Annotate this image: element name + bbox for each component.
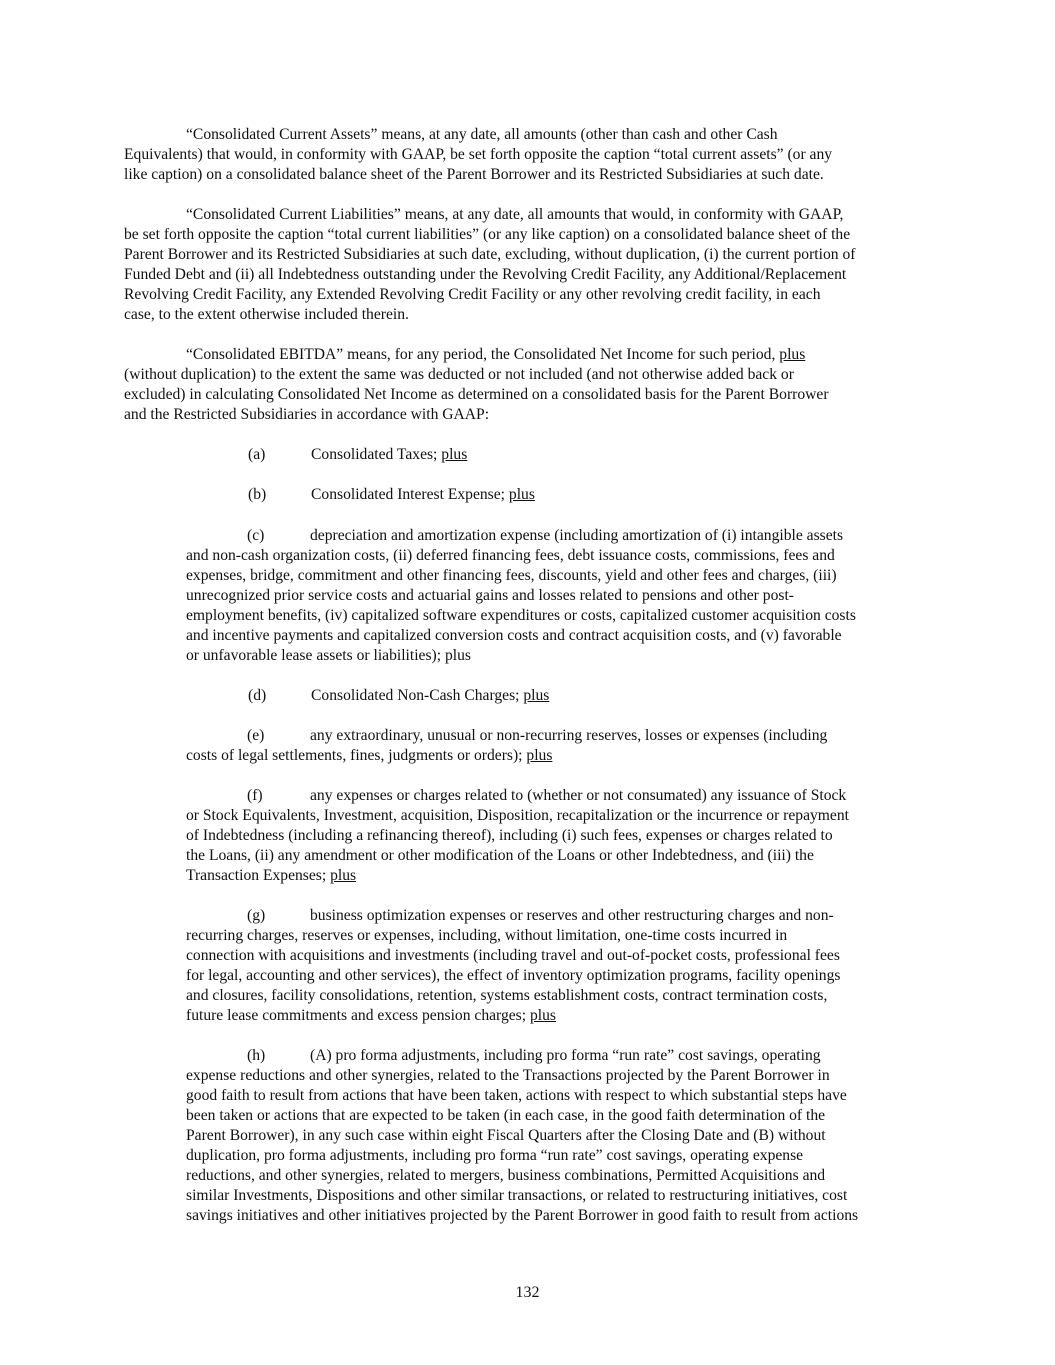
text-line: recurring charges, reserves or expenses, including, without limitation, one-time costs incurred in [186,927,788,944]
text-line: (without duplication) to the extent the same was deducted or not included (and not otherwise added back or [124,366,794,383]
text-line: Equivalents) that would, in conformity with GAAP, be set forth opposite the caption “total current assets” (or any [124,146,833,163]
text-line: good faith to result from actions that have been taken, actions with respect to which substantial steps have [186,1087,847,1104]
clause-label: (e) [247,727,265,744]
definition-consolidated-ebitda [124,345,944,425]
clause-g [186,906,946,1026]
text-line: and closures, facility consolidations, retention, systems establishment costs, contract termination costs, [186,987,828,1004]
clause-label: (g) [247,907,266,924]
text-line: or unfavorable lease assets or liabilities); plus [186,647,471,664]
page-number: 132 [515,1284,540,1301]
clause-label: (a) [248,446,266,463]
text-line: duplication, pro forma adjustments, including pro forma “run rate” cost savings, operating expense [186,1147,804,1164]
plus-underlined: plus [779,346,806,363]
plus-underlined: plus [523,687,550,704]
text-line [186,746,946,766]
clause-e [186,726,946,766]
clause-text: Consolidated Non-Cash Charges; [311,687,524,704]
text-line: expense reductions and other synergies, related to the Transactions projected by the Parent Borrower in [186,1067,830,1084]
text-line: been taken or actions that are expected to be taken (in each case, in the good faith determination of the [186,1107,826,1124]
text-line: savings initiatives and other initiatives projected by the Parent Borrower in good faith to result from actions [186,1207,859,1224]
text-line [186,906,946,926]
clause-label: (b) [248,486,267,503]
text-line: “Consolidated Current Assets” means, at any date, all amounts (other than cash and other Cash [186,126,778,143]
text-line: expenses, bridge, commitment and other financing fees, discounts, yield and other fees and charges, (iii) [186,567,837,584]
clause-text: Transaction Expenses; [186,867,331,884]
text-line: unrecognized prior service costs and actuarial gains and losses related to pensions and other post- [186,587,794,604]
text-line [186,726,946,746]
text-line: Parent Borrower), in any such case within eight Fiscal Quarters after the Closing Date and (B) without [186,1127,826,1144]
text-line: of Indebtedness (including a refinancing thereof), including (i) such fees, expenses or charges related to [186,827,833,844]
text-line: and the Restricted Subsidiaries in accordance with GAAP: [124,406,490,423]
text-line: employment benefits, (iv) capitalized software expenditures or costs, capitalized customer acquisition costs [186,607,856,624]
text-line: Revolving Credit Facility, any Extended Revolving Credit Facility or any other revolving credit facility, in each [124,286,821,303]
plus-underlined: plus [526,747,553,764]
text-line: Parent Borrower and its Restricted Subsidiaries at such date, excluding, without duplication, (i) the current portion of [124,246,856,263]
text-line [186,1006,946,1026]
text-line: “Consolidated Current Liabilities” means, at any date, all amounts that would, in conformity with GAAP, [186,206,844,223]
plus-underlined: plus [330,867,357,884]
text-line [186,866,946,886]
clause-c [186,526,946,666]
clause-label: (f) [247,787,263,804]
text-line: excluded) in calculating Consolidated Net Income as determined on a consolidated basis for the Parent Borrower [124,386,829,403]
plus-underlined: plus [441,446,468,463]
text-line: reductions, and other synergies, related to mergers, business combinations, Permitted Acquisitions and [186,1167,826,1184]
text-line [124,345,944,365]
clause-d [248,686,549,706]
text-line [186,526,946,546]
text-line: and non-cash organization costs, (ii) deferred financing fees, debt issuance costs, commissions, fees and [186,547,835,564]
text-line: and incentive payments and capitalized conversion costs and contract acquisition costs, and (v) favorable [186,627,842,644]
clause-text: Consolidated Interest Expense; [311,486,509,503]
plus-underlined: plus [508,486,535,503]
clause-text: business optimization expenses or reserves and other restructuring charges and non- [310,907,834,924]
clause-text: any extraordinary, unusual or non-recurring reserves, losses or expenses (including [310,727,828,744]
clause-label: (c) [247,527,265,544]
text-line: be set forth opposite the caption “total current liabilities” (or any like caption) on a consolidated balance sheet of the [124,226,851,243]
clause-text: costs of legal settlements, fines, judgments or orders); [186,747,527,764]
text-line: connection with acquisitions and investments (including travel and out-of-pocket costs, professional fees [186,947,840,964]
clause-text: any expenses or charges related to (whether or not consumated) any issuance of Stock [310,787,847,804]
clause-f [186,786,946,886]
definition-consolidated-current-assets [124,125,944,185]
ebitda-lead-text: “Consolidated EBITDA” means, for any period, the Consolidated Net Income for such period, [186,346,780,363]
clause-text: depreciation and amortization expense (including amortization of (i) intangible assets [310,527,844,544]
text-line: like caption) on a consolidated balance sheet of the Parent Borrower and its Restricted Subsidiaries at such date. [124,166,824,183]
text-line: for legal, accounting and other services), the effect of inventory optimization programs, facility openings [186,967,841,984]
text-line: case, to the extent otherwise included therein. [124,306,409,323]
text-line [186,1046,946,1066]
clause-b [248,485,535,505]
clause-text: future lease commitments and excess pension charges; [186,1007,530,1024]
text-line [186,786,946,806]
text-line: the Loans, (ii) any amendment or other modification of the Loans or other Indebtedness, and (iii) the [186,847,814,864]
plus-underlined: plus [529,1007,556,1024]
text-line: or Stock Equivalents, Investment, acquisition, Disposition, recapitalization or the incurrence or repayment [186,807,849,824]
text-line: Funded Debt and (ii) all Indebtedness outstanding under the Revolving Credit Facility, any Additional/Replacement [124,266,847,283]
clause-label: (h) [247,1047,266,1064]
clause-text: (A) pro forma adjustments, including pro forma “run rate” cost savings, operating [310,1047,821,1064]
definition-consolidated-current-liabilities [124,205,944,325]
clause-text: Consolidated Taxes; [311,446,442,463]
clause-label: (d) [248,687,267,704]
clause-a [248,445,467,465]
clause-h [186,1046,946,1226]
text-line: similar Investments, Dispositions and other similar transactions, or related to restructuring initiatives, cost [186,1187,848,1204]
